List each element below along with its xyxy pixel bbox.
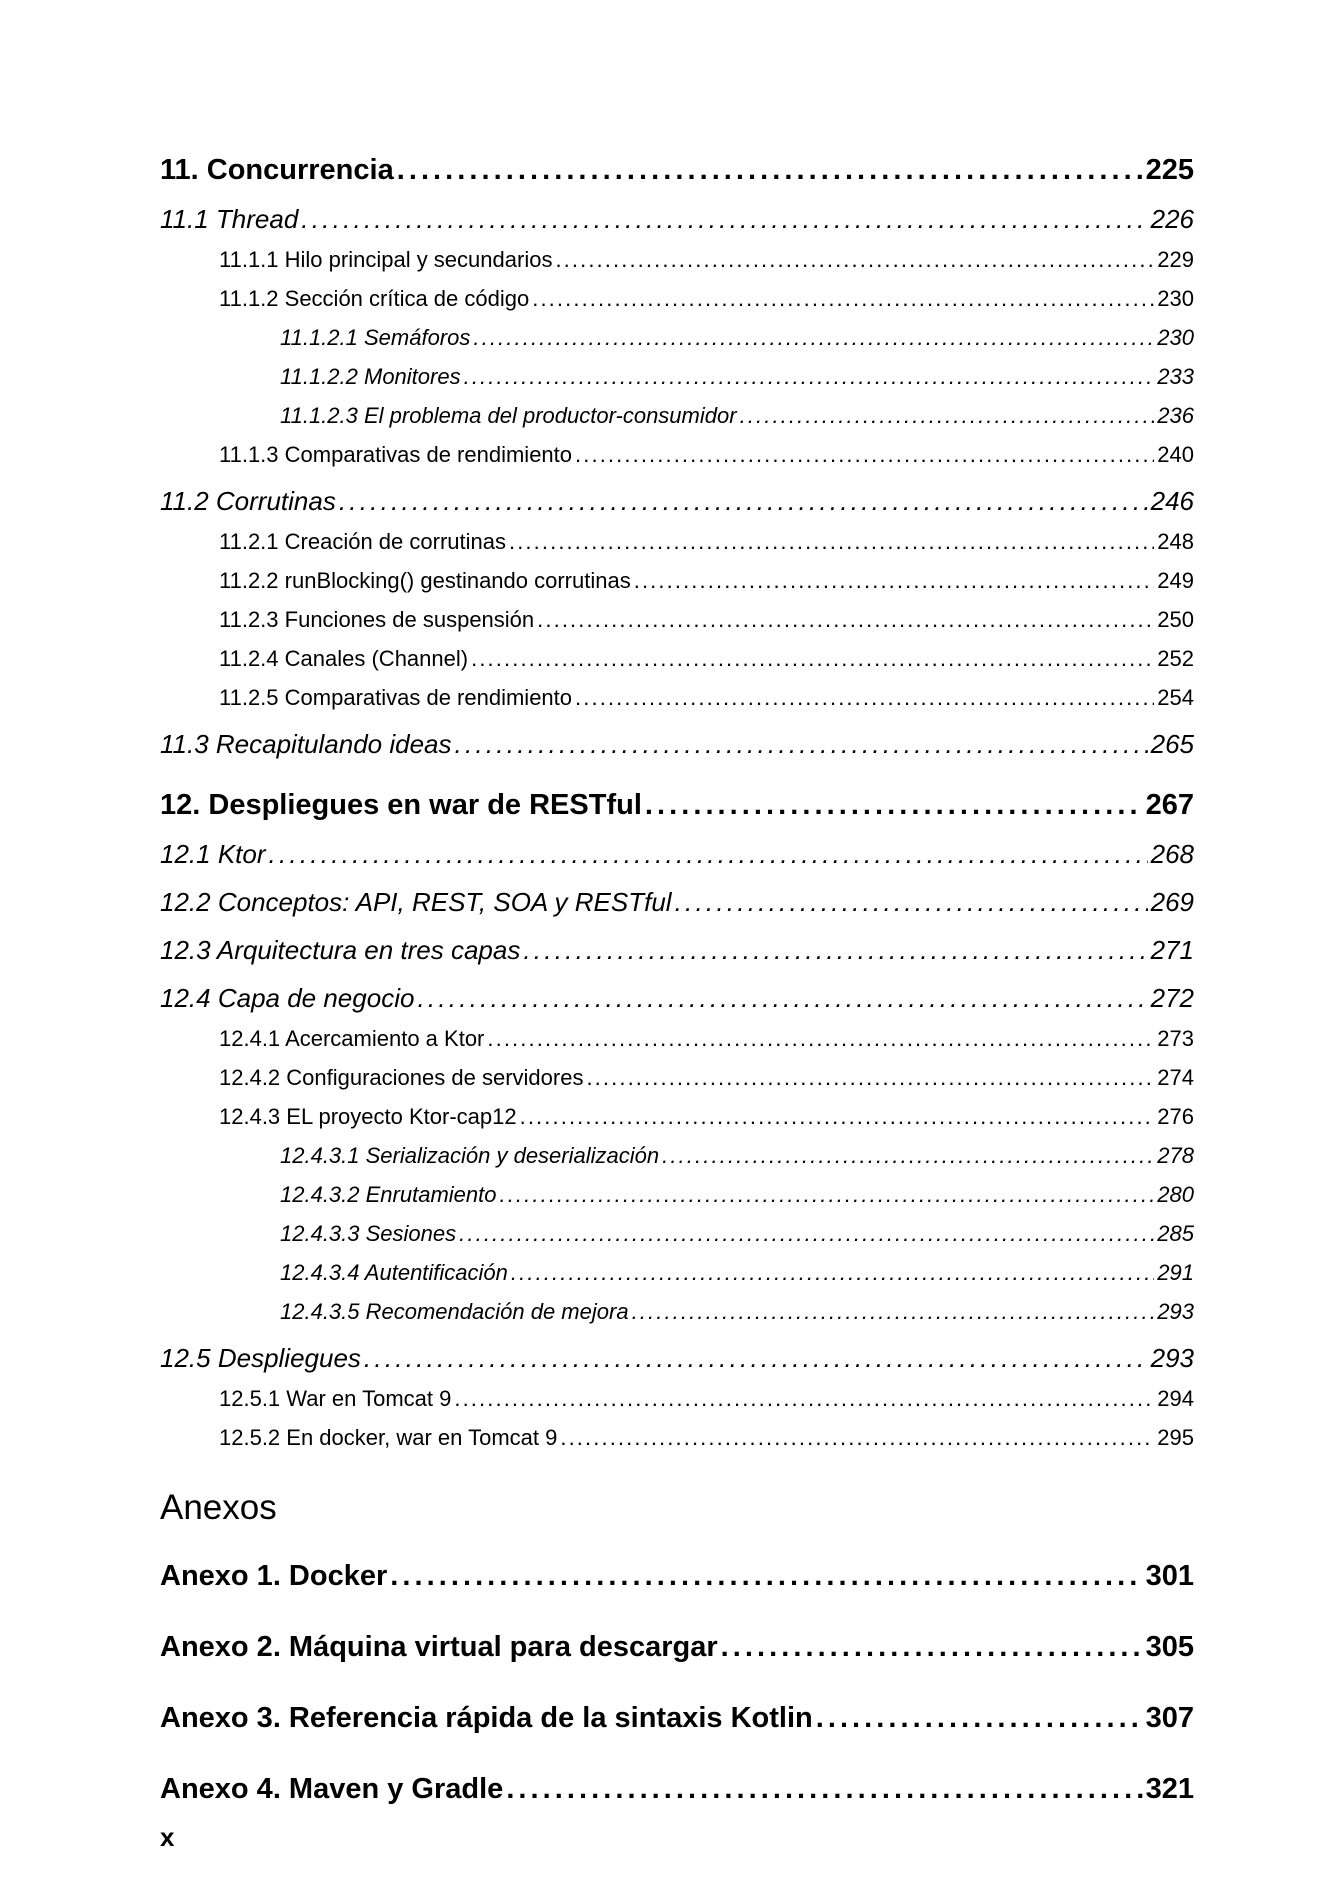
dot-leader — [301, 202, 1147, 236]
toc-entry-title: 12.4.2 Configuraciones de servidores — [219, 1065, 584, 1090]
toc-entry-title: 11.2.2 runBlocking() gestinando corrutinas — [219, 568, 631, 593]
dot-leader — [397, 152, 1143, 188]
dot-leader — [464, 362, 1155, 392]
dot-leader — [537, 605, 1154, 635]
toc-entry-page: 301 — [1145, 1560, 1194, 1592]
toc-subsubsection[interactable] — [160, 401, 1194, 431]
toc-entry-title: 11.2.1 Creación de corrutinas — [219, 529, 506, 554]
toc-subsubsection[interactable] — [160, 1180, 1194, 1210]
toc-entry-page: 291 — [1157, 1260, 1194, 1285]
toc-subsection[interactable] — [160, 1384, 1194, 1414]
toc-entry-title: 11.1.2.3 El problema del productor-consumidor — [280, 403, 737, 428]
toc-annex[interactable] — [160, 1558, 1194, 1594]
dot-leader — [506, 1771, 1142, 1807]
toc-subsection[interactable] — [160, 440, 1194, 470]
dot-leader — [417, 981, 1147, 1015]
toc-entry-title: Anexo 2. Máquina virtual para descargar — [160, 1631, 718, 1663]
toc-section[interactable] — [160, 202, 1194, 236]
dot-leader — [645, 787, 1143, 823]
dot-leader — [499, 1180, 1154, 1210]
toc-entry-page: 265 — [1150, 729, 1194, 759]
dot-leader — [459, 1219, 1154, 1249]
toc-subsubsection[interactable] — [160, 1141, 1194, 1171]
toc-entry-page: 271 — [1150, 935, 1194, 965]
toc-entry-page: 252 — [1157, 646, 1194, 671]
toc-entry-title: 12.4.3.2 Enrutamiento — [280, 1182, 497, 1207]
page-number: x — [160, 1822, 175, 1852]
dot-leader — [816, 1700, 1143, 1736]
dot-leader — [740, 401, 1155, 431]
dot-leader — [511, 1258, 1154, 1288]
dot-leader — [364, 1341, 1148, 1375]
toc-entry-page: 229 — [1157, 247, 1194, 272]
toc-entry-page: 293 — [1150, 1343, 1194, 1373]
toc-entry-title: 12.4.3.4 Autentificación — [280, 1260, 508, 1285]
toc-entry-title: 11.2.5 Comparativas de rendimiento — [219, 685, 573, 710]
toc-subsection[interactable] — [160, 527, 1194, 557]
toc-entry-page: 268 — [1150, 839, 1194, 869]
dot-leader — [575, 440, 1154, 470]
toc-section[interactable] — [160, 933, 1194, 967]
toc-chapter[interactable] — [160, 152, 1194, 188]
toc-entry-title: 12.3 Arquitectura en tres capas — [160, 935, 521, 965]
toc-entry-page: 248 — [1157, 529, 1194, 554]
toc-entry-title: 11.1 Thread — [160, 204, 299, 234]
toc-entry-title: 11.1.2.2 Monitores — [280, 364, 461, 389]
toc-entry-page: 285 — [1157, 1221, 1194, 1246]
toc-entry-page: 246 — [1150, 486, 1194, 516]
toc-entry-page: 293 — [1157, 1299, 1194, 1324]
toc-entry-title: 11.1.2.1 Semáforos — [280, 325, 471, 350]
toc-subsection[interactable] — [160, 566, 1194, 596]
annexes-heading: Anexos — [160, 1488, 277, 1527]
toc-entry-page: 249 — [1157, 568, 1194, 593]
toc-entry-title: 12.2 Conceptos: API, REST, SOA y RESTful — [160, 887, 672, 917]
toc-subsection[interactable] — [160, 605, 1194, 635]
toc-section[interactable] — [160, 484, 1194, 518]
toc-entry-title: 11.2.3 Funciones de suspensión — [219, 607, 535, 632]
toc-entry-title: 12.1 Ktor — [160, 839, 266, 869]
toc-entry-title: Anexo 1. Docker — [160, 1560, 388, 1592]
toc-entry-title: 12.5.1 War en Tomcat 9 — [219, 1386, 452, 1411]
toc-entry-page: 321 — [1145, 1773, 1194, 1805]
dot-leader — [662, 1141, 1154, 1171]
dot-leader — [632, 1297, 1155, 1327]
toc-entry-page: 225 — [1145, 154, 1194, 186]
toc-entry-title: 12.4.3.1 Serialización y deserialización — [280, 1143, 660, 1168]
toc-entry-page: 267 — [1145, 789, 1194, 821]
toc-subsubsection[interactable] — [160, 362, 1194, 392]
toc-entry-title: 11.1.3 Comparativas de rendimiento — [219, 442, 573, 467]
toc-entry-page: 240 — [1157, 442, 1194, 467]
toc-entry-page: 230 — [1157, 325, 1194, 350]
toc-subsubsection[interactable] — [160, 1258, 1194, 1288]
toc-entry-title: 11.3 Recapitulando ideas — [160, 729, 452, 759]
toc-entry-page: 295 — [1157, 1425, 1194, 1450]
toc-subsubsection[interactable] — [160, 323, 1194, 353]
toc-entry-page: 233 — [1157, 364, 1194, 389]
table-of-contents — [160, 152, 1194, 1807]
toc-section[interactable] — [160, 837, 1194, 871]
toc-entry-page: 269 — [1150, 887, 1194, 917]
toc-section[interactable] — [160, 1341, 1194, 1375]
toc-entry-title: 12.5.2 En docker, war en Tomcat 9 — [219, 1425, 558, 1450]
toc-section[interactable] — [160, 727, 1194, 761]
toc-subsection[interactable] — [160, 1423, 1194, 1453]
toc-entry-page: 278 — [1157, 1143, 1194, 1168]
dot-leader — [532, 284, 1154, 314]
dot-leader — [455, 727, 1148, 761]
toc-entry-title: 11.1.1 Hilo principal y secundarios — [219, 247, 553, 272]
dot-leader — [487, 1024, 1154, 1054]
toc-entry-page: 230 — [1157, 286, 1194, 311]
dot-leader — [473, 323, 1154, 353]
toc-entry-page: 276 — [1157, 1104, 1194, 1129]
toc-subsection[interactable] — [160, 245, 1194, 275]
toc-entry-title: 12.4.3 EL proyecto Ktor-cap12 — [219, 1104, 517, 1129]
dot-leader — [269, 837, 1148, 871]
toc-subsection[interactable] — [160, 1102, 1194, 1132]
toc-entry-title: 12.4 Capa de negocio — [160, 983, 415, 1013]
toc-subsubsection[interactable] — [160, 1297, 1194, 1327]
toc-subsection[interactable] — [160, 284, 1194, 314]
dot-leader — [520, 1102, 1155, 1132]
dot-leader — [675, 885, 1148, 919]
dot-leader — [471, 644, 1154, 674]
toc-section[interactable] — [160, 885, 1194, 919]
toc-chapter[interactable] — [160, 787, 1194, 823]
toc-annex[interactable] — [160, 1771, 1194, 1807]
toc-entry-title: 11.1.2 Sección crítica de código — [219, 286, 530, 311]
toc-entry-page: 254 — [1157, 685, 1194, 710]
toc-entry-page: 274 — [1157, 1065, 1194, 1090]
toc-entry-page: 273 — [1157, 1026, 1194, 1051]
toc-subsection[interactable] — [160, 1024, 1194, 1054]
toc-subsection[interactable] — [160, 1063, 1194, 1093]
toc-annex[interactable] — [160, 1629, 1194, 1665]
dot-leader — [339, 484, 1148, 518]
dot-leader — [634, 566, 1155, 596]
toc-entry-page: 294 — [1157, 1386, 1194, 1411]
dot-leader — [390, 1558, 1142, 1594]
toc-section[interactable] — [160, 981, 1194, 1015]
toc-entry-title: 12. Despliegues en war de RESTful — [160, 789, 642, 821]
toc-entry-title: Anexo 4. Maven y Gradle — [160, 1773, 504, 1805]
toc-entry-page: 280 — [1157, 1182, 1194, 1207]
toc-entry-title: 11. Concurrencia — [160, 154, 394, 186]
toc-subsubsection[interactable] — [160, 1219, 1194, 1249]
toc-entry-page: 236 — [1157, 403, 1194, 428]
toc-entry-title: 12.4.3.5 Recomendación de mejora — [280, 1299, 629, 1324]
toc-annex[interactable] — [160, 1700, 1194, 1736]
dot-leader — [509, 527, 1154, 557]
toc-entry-page: 272 — [1150, 983, 1194, 1013]
dot-leader — [555, 245, 1154, 275]
toc-entry-title: 12.5 Despliegues — [160, 1343, 361, 1373]
toc-entry-page: 250 — [1157, 607, 1194, 632]
dot-leader — [523, 933, 1147, 967]
dot-leader — [560, 1423, 1154, 1453]
toc-entry-title: Anexo 3. Referencia rápida de la sintaxis Kotlin — [160, 1702, 813, 1734]
toc-subsection[interactable] — [160, 683, 1194, 713]
dot-leader — [721, 1629, 1143, 1665]
toc-entry-page: 226 — [1150, 204, 1194, 234]
dot-leader — [586, 1063, 1154, 1093]
toc-entry-title: 11.2 Corrutinas — [160, 486, 336, 516]
toc-entry-title: 12.4.3.3 Sesiones — [280, 1221, 457, 1246]
toc-entry-title: 12.4.1 Acercamiento a Ktor — [219, 1026, 485, 1051]
dot-leader — [454, 1384, 1154, 1414]
toc-entry-page: 305 — [1145, 1631, 1194, 1663]
toc-entry-page: 307 — [1145, 1702, 1194, 1734]
toc-entry-title: 11.2.4 Canales (Channel) — [219, 646, 469, 671]
toc-subsection[interactable] — [160, 644, 1194, 674]
dot-leader — [575, 683, 1154, 713]
